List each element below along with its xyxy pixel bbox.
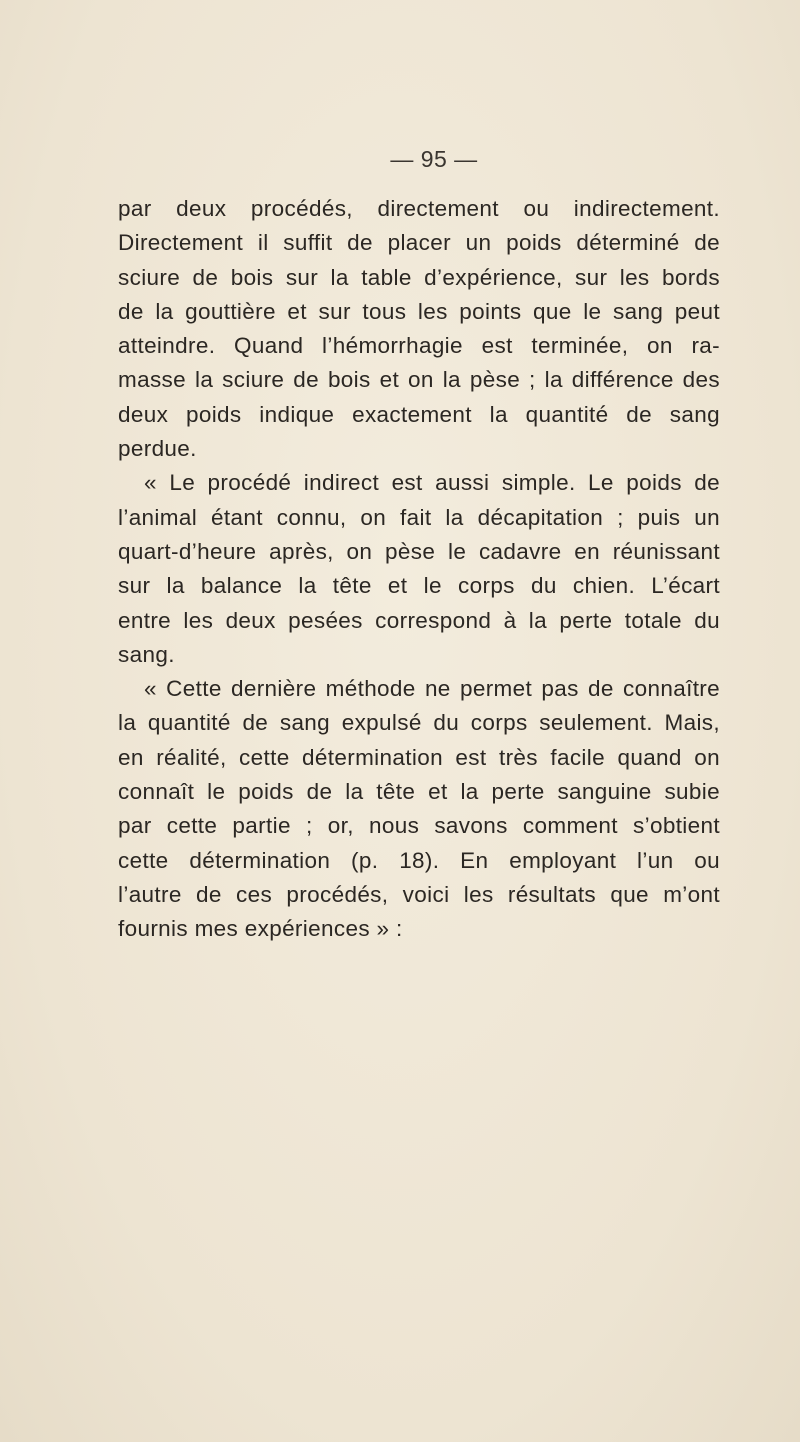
- text-line: sur la balance la tête et le corps du chien. L’écart: [118, 573, 720, 599]
- text-line: cette détermination (p. 18). En employant l’un ou: [118, 847, 720, 873]
- text-line: l’animal étant connu, on fait la décapitation ; puis un: [118, 504, 720, 530]
- text-line: la quantité de sang expulsé du corps seulement. Mais,: [118, 710, 720, 736]
- text-line: l’autre de ces procédés, voici les résultats que m’ont: [118, 881, 720, 907]
- body-text: [118, 192, 720, 947]
- text-line: par cette partie ; or, nous savons comment s’obtient: [118, 813, 720, 839]
- text-line: fournis mes expériences » :: [118, 916, 403, 942]
- text-line: « Le procédé indirect est aussi simple. Le poids de: [144, 470, 720, 496]
- text-line: masse la sciure de bois et on la pèse ; la différence des: [118, 367, 720, 393]
- text-line: connaît le poids de la tête et la perte sanguine subie: [118, 779, 720, 805]
- text-line: sang.: [118, 641, 175, 667]
- text-line: sciure de bois sur la table d’expérience, sur les bords: [118, 264, 720, 290]
- text-line: Directement il suffit de placer un poids déterminé de: [118, 230, 720, 256]
- text-line: en réalité, cette détermination est très facile quand on: [118, 744, 720, 770]
- text-line: « Cette dernière méthode ne permet pas de connaître: [144, 676, 720, 702]
- text-line: perdue.: [118, 436, 197, 462]
- text-line: de la gouttière et sur tous les points que le sang peut: [118, 298, 720, 324]
- page-number: — 95 —: [390, 146, 478, 172]
- text-line: deux poids indique exactement la quantité de sang: [118, 401, 720, 427]
- text-line: quart-d’heure après, on pèse le cadavre en réunissant: [118, 538, 720, 564]
- text-line: par deux procédés, directement ou indirectement.: [118, 196, 720, 221]
- text-line: entre les deux pesées correspond à la perte totale du: [118, 607, 720, 633]
- text-line: atteindre. Quand l’hémorrhagie est terminée, on ra-: [118, 333, 720, 359]
